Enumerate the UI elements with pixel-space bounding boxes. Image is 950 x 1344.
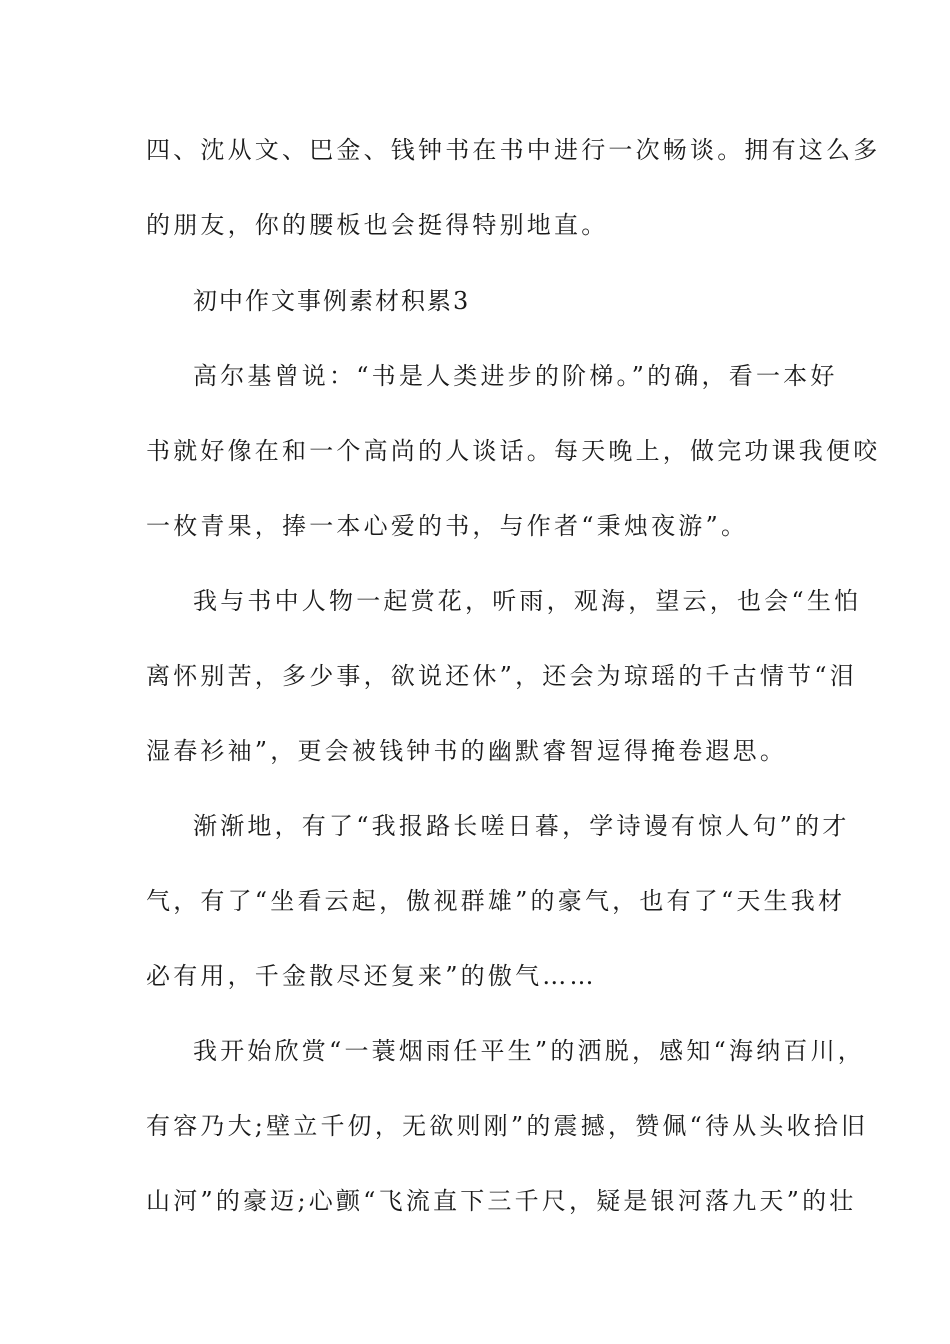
paragraph-line: 我与书中人物一起赏花，听雨，观海，望云，也会“生怕 <box>193 587 862 615</box>
paragraph-line: 山河”的豪迈;心颤“飞流直下三千尺，疑是银河落九天”的壮 <box>146 1187 857 1215</box>
paragraph-line: 湿春衫袖”，更会被钱钟书的幽默睿智逗得掩卷遐思。 <box>146 737 788 765</box>
section-heading: 初中作文事例素材积累3 <box>193 287 471 315</box>
paragraph-line: 书就好像在和一个高尚的人谈话。每天晚上，做完功课我便咬 <box>146 437 881 465</box>
paragraph-line: 气，有了“坐看云起，傲视群雄”的豪气，也有了“天生我材 <box>146 887 846 915</box>
paragraph-line: 离怀别苦，多少事，欲说还休”，还会为琼瑶的千古情节“泪 <box>146 662 857 690</box>
paragraph-line: 四、沈从文、巴金、钱钟书在书中进行一次畅谈。拥有这么多 <box>146 136 881 164</box>
paragraph-line: 我开始欣赏“一蓑烟雨任平生”的洒脱，感知“海纳百川， <box>193 1037 866 1065</box>
paragraph-line: 一枚青果，捧一本心爱的书，与作者“秉烛夜游”。 <box>146 512 749 540</box>
paragraph-line: 必有用，千金散尽还复来”的傲气…… <box>146 962 597 990</box>
paragraph-line: 的朋友，你的腰板也会挺得特别地直。 <box>146 211 609 239</box>
paragraph-line: 高尔基曾说：“书是人类进步的阶梯。”的确，看一本好 <box>193 362 838 390</box>
paragraph-line: 渐渐地，有了“我报路长嗟日暮，学诗谩有惊人句”的才 <box>193 812 850 840</box>
paragraph-line: 有容乃大;壁立千仞，无欲则刚”的震撼，赞佩“待从头收拾旧 <box>146 1112 869 1140</box>
